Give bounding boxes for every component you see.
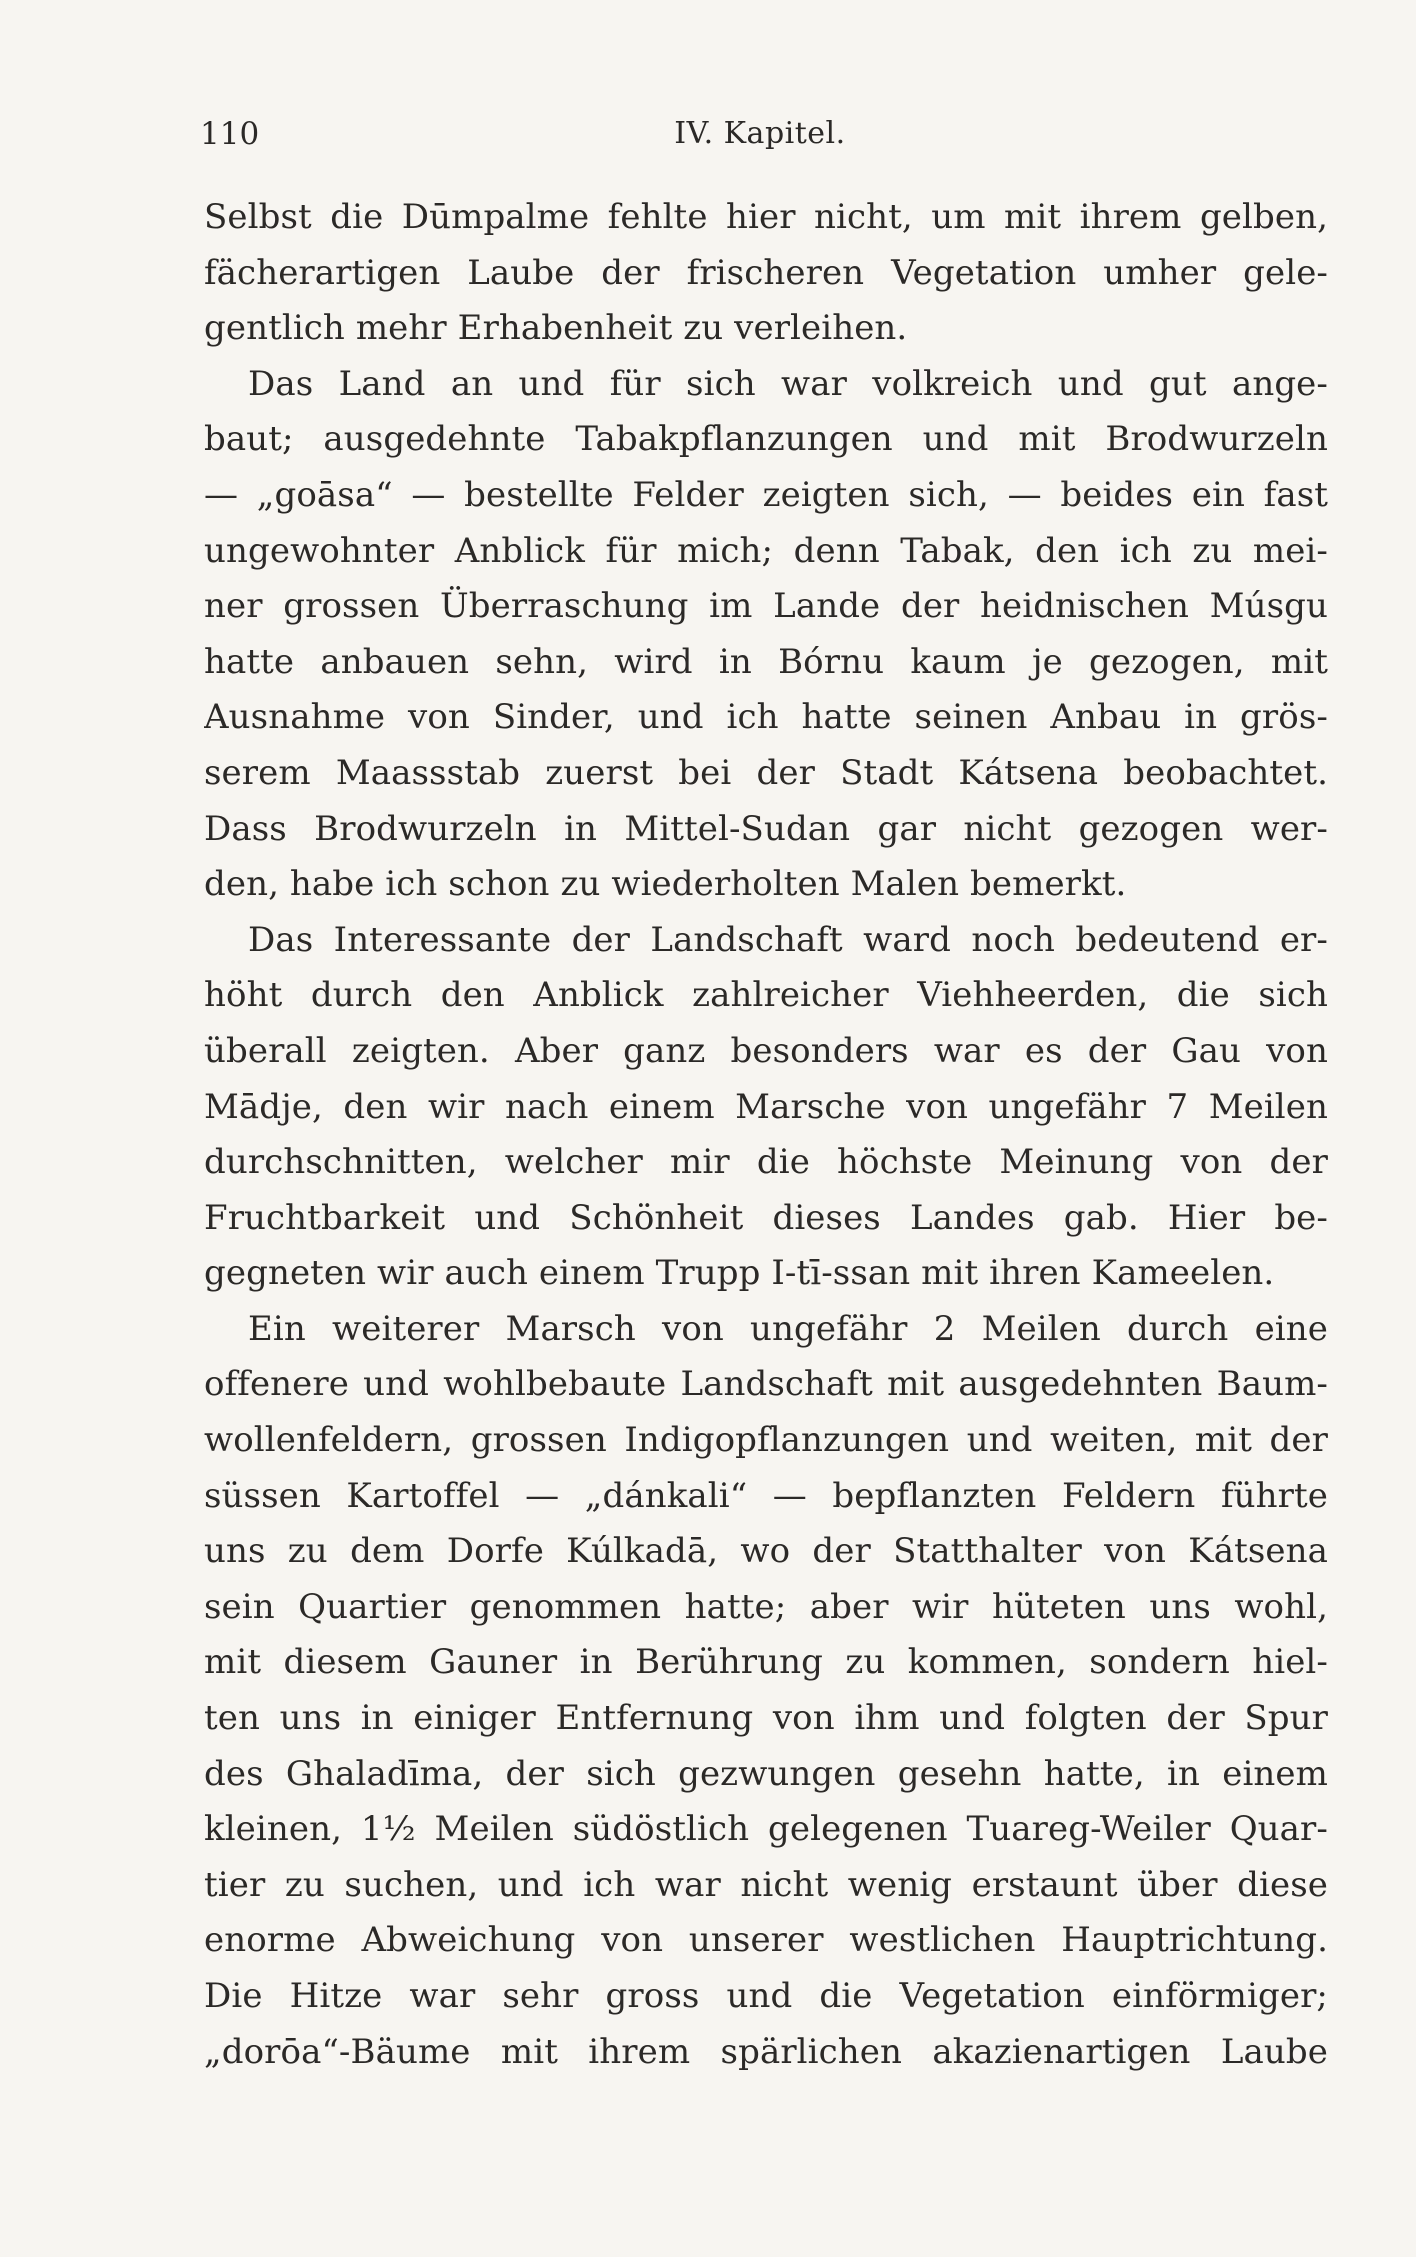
- text-line: Das Land an und für sich war volkreich und gut ange-: [248, 363, 1328, 404]
- text-line: des Ghaladīma, der sich gezwungen gesehn hatte, in einem: [204, 1753, 1328, 1794]
- text-line: durchschnitten, welcher mir die höchste Meinung von der: [204, 1142, 1328, 1183]
- text-line: ungewohnter Anblick für mich; denn Tabak, den ich zu mei-: [204, 530, 1328, 571]
- text-line: baut; ausgedehnte Tabakpflanzungen und mit Brodwurzeln: [204, 419, 1328, 460]
- text-line: — „goāsa“ — bestellte Felder zeigten sich, — beides ein fast: [204, 474, 1328, 515]
- body-text: [204, 190, 1328, 2080]
- text-line: höht durch den Anblick zahlreicher Viehheerden, die sich: [204, 975, 1328, 1016]
- text-line: gentlich mehr Erhabenheit zu verleihen.: [204, 308, 908, 349]
- text-line: Die Hitze war sehr gross und die Vegetation einförmiger;: [204, 1976, 1328, 2016]
- page-number: 110: [200, 116, 260, 152]
- text-line: sein Quartier genommen hatte; aber wir hüteten uns wohl,: [204, 1586, 1328, 1627]
- text-line: Selbst die Dūmpalme fehlte hier nicht, um mit ihrem gelben,: [204, 197, 1328, 237]
- text-line: tier zu suchen, und ich war nicht wenig erstaunt über diese: [204, 1864, 1328, 1905]
- text-line: fächerartigen Laube der frischeren Vegetation umher gele-: [204, 252, 1328, 293]
- text-line: enorme Abweichung von unserer westlichen Hauptrichtung.: [204, 1920, 1328, 1961]
- text-line: überall zeigten. Aber ganz besonders war es der Gau von: [204, 1030, 1328, 1071]
- text-line: ten uns in einiger Entfernung von ihm und folgten der Spur: [204, 1698, 1328, 1739]
- text-line: kleinen, 1½ Meilen südöstlich gelegenen Tuareg-Weiler Quar-: [204, 1809, 1328, 1850]
- text-line: hatte anbauen sehn, wird in Bórnu kaum je gezogen, mit: [204, 641, 1328, 682]
- text-line: Fruchtbarkeit und Schönheit dieses Landes gab. Hier be-: [204, 1197, 1328, 1238]
- text-line: mit diesem Gauner in Berührung zu kommen, sondern hiel-: [204, 1642, 1328, 1683]
- page-header: [200, 112, 1320, 156]
- text-line: süssen Kartoffel — „dánkali“ — bepflanzten Feldern führte: [204, 1475, 1328, 1516]
- text-line: Dass Brodwurzeln in Mittel-Sudan gar nicht gezogen wer-: [204, 808, 1328, 849]
- text-line: den, habe ich schon zu wiederholten Malen bemerkt.: [204, 864, 1127, 905]
- text-line: Mādje, den wir nach einem Marsche von ungefähr 7 Meilen: [204, 1086, 1328, 1127]
- text-line: serem Maassstab zuerst bei der Stadt Kátsena beobachtet.: [204, 752, 1328, 793]
- text-line: Ausnahme von Sinder, und ich hatte seinen Anbau in grös-: [204, 697, 1328, 738]
- chapter-heading: IV. Kapitel.: [674, 116, 846, 151]
- text-line: gegneten wir auch einem Trupp I-tī-ssan mit ihren Kameelen.: [204, 1253, 1275, 1294]
- text-line: „dorōa“-Bäume mit ihrem spärlichen akazienartigen Laube: [204, 2031, 1328, 2072]
- text-line: ner grossen Überraschung im Lande der heidnischen Músgu: [204, 586, 1328, 627]
- text-line: offenere und wohlbebaute Landschaft mit ausgedehnten Baum-: [204, 1364, 1328, 1405]
- text-line: uns zu dem Dorfe Kúlkadā, wo der Statthalter von Kátsena: [204, 1531, 1328, 1572]
- text-line: Ein weiterer Marsch von ungefähr 2 Meilen durch eine: [248, 1308, 1328, 1349]
- text-line: wollenfeldern, grossen Indigopflanzungen und weiten, mit der: [204, 1420, 1328, 1461]
- text-line: Das Interessante der Landschaft ward noch bedeutend er-: [248, 919, 1328, 960]
